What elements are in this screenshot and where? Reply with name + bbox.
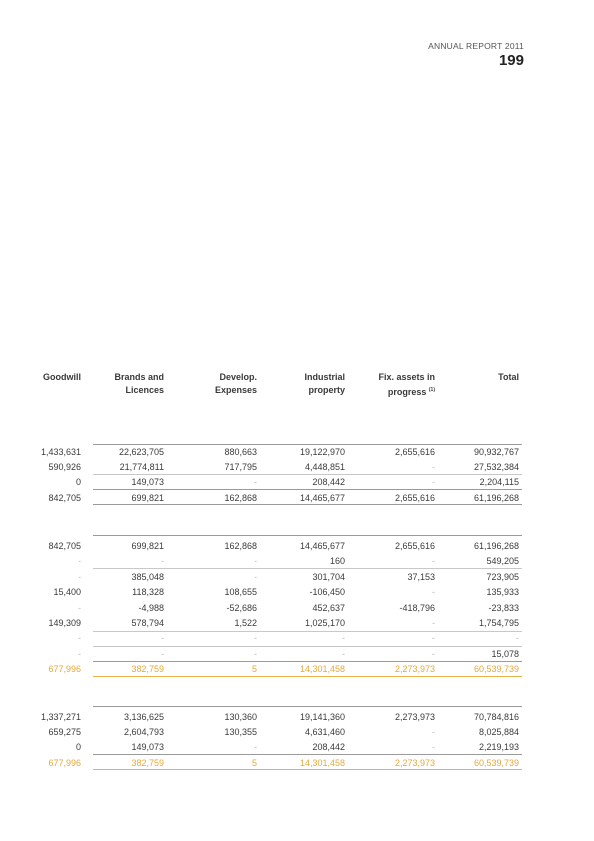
- table-cell: 108,655: [224, 587, 257, 598]
- table-cell: 2,655,616: [394, 492, 435, 503]
- table-divider: [93, 769, 522, 770]
- table-row: [0, 476, 594, 488]
- table-cell: -: [161, 648, 164, 659]
- table-cell: -: [254, 648, 257, 659]
- table-cell: 14,465,677: [299, 541, 345, 551]
- table-cell: -: [432, 556, 435, 567]
- table-cell: -: [254, 633, 257, 644]
- table-row: [0, 586, 594, 598]
- table-cell: -: [254, 477, 257, 488]
- table-cell: 90,932,767: [473, 447, 519, 457]
- table-cell: -106,450: [309, 587, 345, 598]
- column-header-develop: Develop. Expenses: [214, 372, 257, 395]
- table-cell: 130,355: [224, 727, 257, 738]
- table-cell: 14,301,458: [299, 664, 345, 675]
- table-cell: 14,301,458: [299, 757, 345, 768]
- table-cell: 135,933: [486, 587, 519, 598]
- table-cell: 677,996: [48, 664, 81, 675]
- report-label: ANNUAL REPORT 2011: [428, 41, 524, 51]
- table-cell: -: [432, 648, 435, 659]
- table-cell: -: [432, 477, 435, 488]
- column-header-total: Total: [498, 372, 519, 382]
- table-cell: 3,136,625: [123, 712, 164, 722]
- table-cell: 5: [251, 664, 257, 675]
- table-cell: 2,273,973: [394, 664, 435, 675]
- table-row: [0, 461, 594, 473]
- table-cell: 1,025,170: [304, 618, 345, 628]
- table-row: [0, 711, 594, 723]
- column-header-industrial: Industrial property: [304, 372, 345, 395]
- table-cell: -4,988: [138, 602, 164, 613]
- table-row: [0, 726, 594, 738]
- table-row: [0, 617, 594, 629]
- table-cell: 880,663: [224, 447, 257, 457]
- table-cell: 842,705: [48, 492, 81, 503]
- table-cell: -: [78, 648, 81, 659]
- table-cell: 61,196,268: [473, 492, 519, 503]
- table-cell: 149,073: [131, 742, 164, 753]
- table-divider: [93, 646, 522, 647]
- table-divider: [93, 568, 522, 569]
- table-cell: 162,868: [224, 541, 257, 551]
- table-cell: 1,337,271: [40, 712, 81, 722]
- table-cell: -: [432, 618, 435, 628]
- table-cell: 27,532,384: [473, 462, 519, 473]
- page-number: 199: [498, 52, 524, 69]
- table-cell: 208,442: [312, 742, 345, 753]
- table-cell: 60,539,739: [473, 664, 519, 675]
- table-cell: 37,153: [407, 571, 435, 582]
- table-row: [0, 757, 594, 769]
- table-cell: 19,122,970: [299, 447, 345, 457]
- table-row: [0, 602, 594, 614]
- table-row: [0, 492, 594, 504]
- table-divider: [93, 504, 522, 505]
- table-cell: -: [161, 556, 164, 567]
- table-row: [0, 571, 594, 583]
- table-cell: -: [78, 602, 81, 613]
- column-header-brands: Brands and Licences: [114, 372, 164, 395]
- table-cell: 160: [329, 556, 345, 567]
- table-cell: -52,686: [226, 602, 257, 613]
- table-cell: 149,073: [131, 477, 164, 488]
- table-cell: 15,078: [491, 648, 519, 659]
- table-cell: 2,604,793: [123, 727, 164, 738]
- table-cell: 723,905: [486, 571, 519, 582]
- table-cell: 14,465,677: [299, 492, 345, 503]
- table-cell: -: [432, 587, 435, 598]
- table-cell: 659,275: [48, 727, 81, 738]
- table-row: [0, 648, 594, 660]
- table-divider: [93, 706, 522, 707]
- table-cell: -: [516, 633, 519, 644]
- table-cell: -: [254, 571, 257, 582]
- table-cell: 22,623,705: [118, 447, 164, 457]
- table-cell: 578,794: [131, 618, 164, 628]
- table-cell: 549,205: [486, 556, 519, 567]
- footnote-marker: (1): [428, 386, 435, 393]
- table-cell: 382,759: [131, 757, 164, 768]
- table-cell: 2,219,193: [478, 742, 519, 753]
- table-cell: 1,754,795: [478, 618, 519, 628]
- table-cell: 382,759: [131, 664, 164, 675]
- table-cell: 61,196,268: [473, 541, 519, 551]
- table-cell: 60,539,739: [473, 757, 519, 768]
- table-cell: 301,704: [312, 571, 345, 582]
- table-cell: 118,328: [132, 587, 164, 598]
- table-cell: -418,796: [399, 602, 435, 613]
- table-cell: -: [78, 571, 81, 582]
- table-cell: 15,400: [53, 587, 81, 598]
- table-cell: 21,774,811: [119, 462, 164, 473]
- table-divider: [93, 474, 522, 475]
- table-cell: 5: [251, 757, 257, 768]
- table-cell: 842,705: [48, 541, 81, 551]
- table-cell: 1,433,631: [40, 447, 81, 457]
- table-cell: -: [432, 727, 435, 738]
- table-cell: 452,637: [312, 602, 345, 613]
- table-cell: 70,784,816: [473, 712, 519, 722]
- table-divider: [93, 661, 522, 662]
- table-divider: [93, 535, 522, 536]
- table-row: [0, 446, 594, 458]
- table-cell: 2,204,115: [479, 477, 519, 488]
- table-cell: -: [78, 556, 81, 567]
- table-cell: 0: [75, 742, 81, 753]
- table-cell: 717,795: [224, 462, 257, 473]
- table-cell: -: [254, 556, 257, 567]
- table-cell: 19,141,360: [299, 712, 345, 722]
- table-cell: 8,025,884: [478, 727, 519, 738]
- table-cell: 590,926: [48, 462, 81, 473]
- table-cell: -: [432, 633, 435, 644]
- table-cell: -: [161, 633, 164, 644]
- table-cell: 385,048: [131, 571, 164, 582]
- table-divider: [93, 444, 522, 445]
- table-cell: 149,309: [48, 618, 81, 628]
- table-divider: [93, 676, 522, 677]
- table-cell: -: [432, 462, 435, 473]
- table-cell: 4,631,460: [304, 727, 345, 738]
- table-cell: 2,655,616: [394, 541, 435, 551]
- table-cell: 208,442: [312, 477, 345, 488]
- table-divider: [93, 754, 522, 755]
- table-cell: 0: [75, 477, 81, 488]
- table-cell: 4,448,851: [304, 462, 345, 473]
- table-cell: 699,821: [131, 492, 164, 503]
- table-divider: [93, 631, 522, 632]
- table-cell: 2,273,973: [394, 757, 435, 768]
- table-cell: -: [254, 742, 257, 753]
- table-row: [0, 632, 594, 644]
- table-cell: 1,522: [234, 618, 257, 628]
- table-cell: 677,996: [48, 757, 81, 768]
- table-cell: -: [342, 633, 345, 644]
- table-cell: 699,821: [131, 541, 164, 551]
- table-row: [0, 663, 594, 675]
- table-cell: 2,655,616: [394, 447, 435, 457]
- table-cell: -: [342, 648, 345, 659]
- table-row: [0, 741, 594, 753]
- table-cell: -: [432, 742, 435, 753]
- table-cell: -: [78, 633, 81, 644]
- table-row: [0, 540, 594, 552]
- table-cell: 130,360: [224, 712, 257, 722]
- column-header-fix-assets: Fix. assets in progress $^{(1)}$: [378, 372, 435, 397]
- table-cell: 162,868: [224, 492, 257, 503]
- column-header-goodwill: Goodwill: [43, 372, 81, 382]
- table-cell: 2,273,973: [394, 712, 435, 722]
- table-divider: [93, 489, 522, 490]
- table-cell: -23,833: [488, 602, 519, 613]
- table-row: [0, 555, 594, 567]
